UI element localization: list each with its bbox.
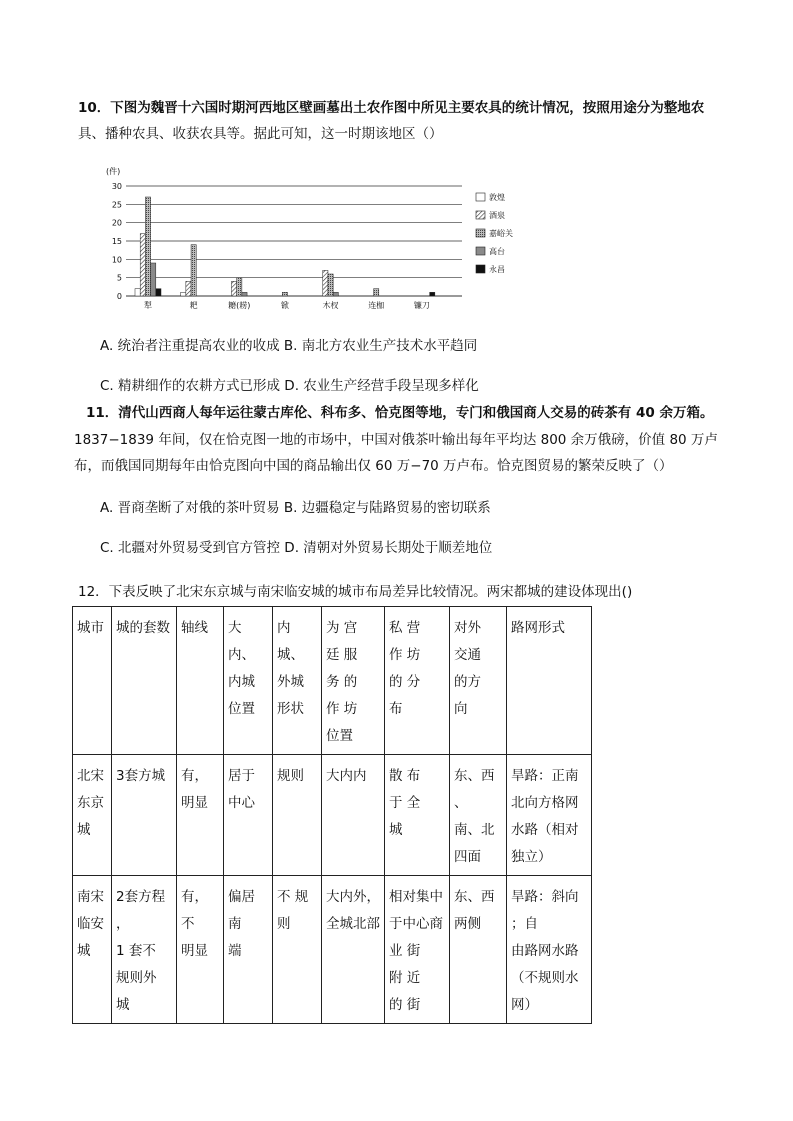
legend-swatch (476, 193, 485, 201)
bar-高台 (151, 263, 156, 296)
header-cell: 路网形式 (507, 607, 592, 755)
table-cell: 旱路：正南 北向方格网 水路（相对 独立） (507, 755, 592, 876)
y-tick-label: 25 (111, 200, 122, 210)
header-cell: 为 宫 廷 服 务 的 作 坊 位置 (322, 607, 385, 755)
table-cell: 有，不 明显 (177, 876, 224, 1024)
legend-swatch (476, 211, 485, 219)
bar-嘉峪关 (282, 292, 287, 296)
bar-嘉峪关 (237, 278, 242, 296)
y-tick-label: 15 (111, 237, 122, 246)
q11-stem-line3: 布，而俄国同期每年由恰克图向中国的商品输出仅 60 万−70 万卢布。恰克图贸易的繁荣反映了（） (74, 458, 673, 474)
bar-酒泉 (323, 270, 328, 296)
table-cell: 有， 明显 (177, 755, 224, 876)
bar-嘉峪关 (191, 245, 196, 296)
q10-stem-line2: 具、播种农具、收获农具等。据此可知，这一时期该地区（） (78, 126, 443, 142)
x-tick-label: 犁 (144, 301, 152, 310)
table-cell: 大内外， 全城北部 (322, 876, 385, 1024)
bar-高台 (242, 292, 247, 296)
table-header-row (73, 607, 592, 755)
header-cell: 内 城、 外城 形状 (273, 607, 322, 755)
x-tick-label: 木杈 (322, 301, 339, 310)
q11-stem-line1: 11．清代山西商人每年运往蒙古库伦、科布多、恰克图等地，专门和俄国商人交易的砖茶有 40 余万箱。 (86, 405, 714, 421)
header-cell: 城的套数 (112, 607, 177, 755)
legend-swatch (476, 247, 485, 255)
q10-stem-line1: 10．下图为魏晋十六国时期河西地区壁画墓出土农作图中所见主要农具的统计情况，按照用途分为整地农 (78, 100, 705, 116)
table-cell: 东、西 、 南、北 四面 (450, 755, 507, 876)
bar-永昌 (156, 289, 161, 296)
y-tick-label: 5 (116, 273, 122, 283)
table-cell: 规则 (273, 755, 322, 876)
bar-永昌 (430, 292, 435, 296)
y-tick-label: 20 (111, 218, 122, 228)
q10-bar-chart (100, 160, 540, 320)
legend-label: 高台 (489, 247, 505, 256)
bar-敦煌 (181, 292, 186, 296)
q10-options-line1: A. 统治者注重提高农业的收成 B. 南北方农业生产技术水平趋同 (100, 338, 478, 354)
bar-酒泉 (140, 234, 145, 296)
table-cell: 东、西 两侧 (450, 876, 507, 1024)
y-tick-label: 0 (116, 292, 122, 301)
y-axis-label: (件) (106, 167, 121, 176)
bar-嘉峪关 (374, 289, 379, 296)
bar-嘉峪关 (328, 274, 333, 296)
x-tick-label: 镰刀 (413, 301, 430, 310)
x-tick-label: 锨 (280, 301, 289, 310)
bar-酒泉 (231, 281, 236, 296)
legend-label: 嘉峪关 (489, 229, 513, 238)
header-cell: 大 内、 内城 位置 (224, 607, 273, 755)
table-cell: 相对集中 于中心商 业 街 附 近 的 街 (385, 876, 450, 1024)
table-cell: 不 规 则 (273, 876, 322, 1024)
q10-options-line2: C. 精耕细作的农耕方式已形成 D. 农业生产经营手段呈现多样化 (100, 378, 479, 394)
table-cell: 旱路：斜向 ；自 由路网水路 （不规则水 网） (507, 876, 592, 1024)
q11-options-line2: C. 北疆对外贸易受到官方管控 D. 清朝对外贸易长期处于顺差地位 (100, 540, 493, 556)
legend-swatch (476, 229, 485, 237)
x-tick-label: 耱(耢) (228, 301, 251, 310)
table-cell: 居于 中心 (224, 755, 273, 876)
table-cell: 3套方城 (112, 755, 177, 876)
bar-敦煌 (135, 289, 140, 296)
header-cell: 轴线 (177, 607, 224, 755)
y-tick-label: 30 (111, 182, 122, 191)
city-layout-table (72, 606, 592, 1024)
bar-酒泉 (186, 281, 191, 296)
table-row (73, 755, 592, 876)
table-cell: 2套方程 ， 1 套不 规则外 城 (112, 876, 177, 1024)
header-cell: 城市 (73, 607, 112, 755)
y-tick-label: 10 (111, 255, 122, 265)
q12-stem: 12．下表反映了北宋东京城与南宋临安城的城市布局差异比较情况。两宋都城的建设体现出() (78, 584, 633, 600)
legend-swatch (476, 265, 485, 273)
table-cell: 南宋 临安 城 (73, 876, 112, 1024)
table-cell: 偏居南 端 (224, 876, 273, 1024)
table-cell: 散 布 于 全 城 (385, 755, 450, 876)
bar-嘉峪关 (145, 197, 150, 296)
legend-label: 敦煌 (489, 193, 505, 202)
header-cell: 对外 交通 的方 向 (450, 607, 507, 755)
table-cell: 大内内 (322, 755, 385, 876)
table-cell: 北宋 东京 城 (73, 755, 112, 876)
bar-高台 (333, 292, 338, 296)
legend-label: 酒泉 (489, 211, 505, 220)
x-tick-label: 连枷 (368, 301, 385, 310)
x-tick-label: 耙 (189, 301, 198, 310)
legend-label: 永昌 (489, 265, 505, 274)
header-cell: 私 营 作 坊 的 分 布 (385, 607, 450, 755)
q11-options-line1: A. 晋商垄断了对俄的茶叶贸易 B. 边疆稳定与陆路贸易的密切联系 (100, 500, 491, 516)
q11-stem-line2: 1837−1839 年间，仅在恰克图一地的市场中，中国对俄茶叶输出每年平均达 800 余万俄磅，价值 80 万卢 (74, 432, 718, 448)
table-row (73, 876, 592, 1024)
